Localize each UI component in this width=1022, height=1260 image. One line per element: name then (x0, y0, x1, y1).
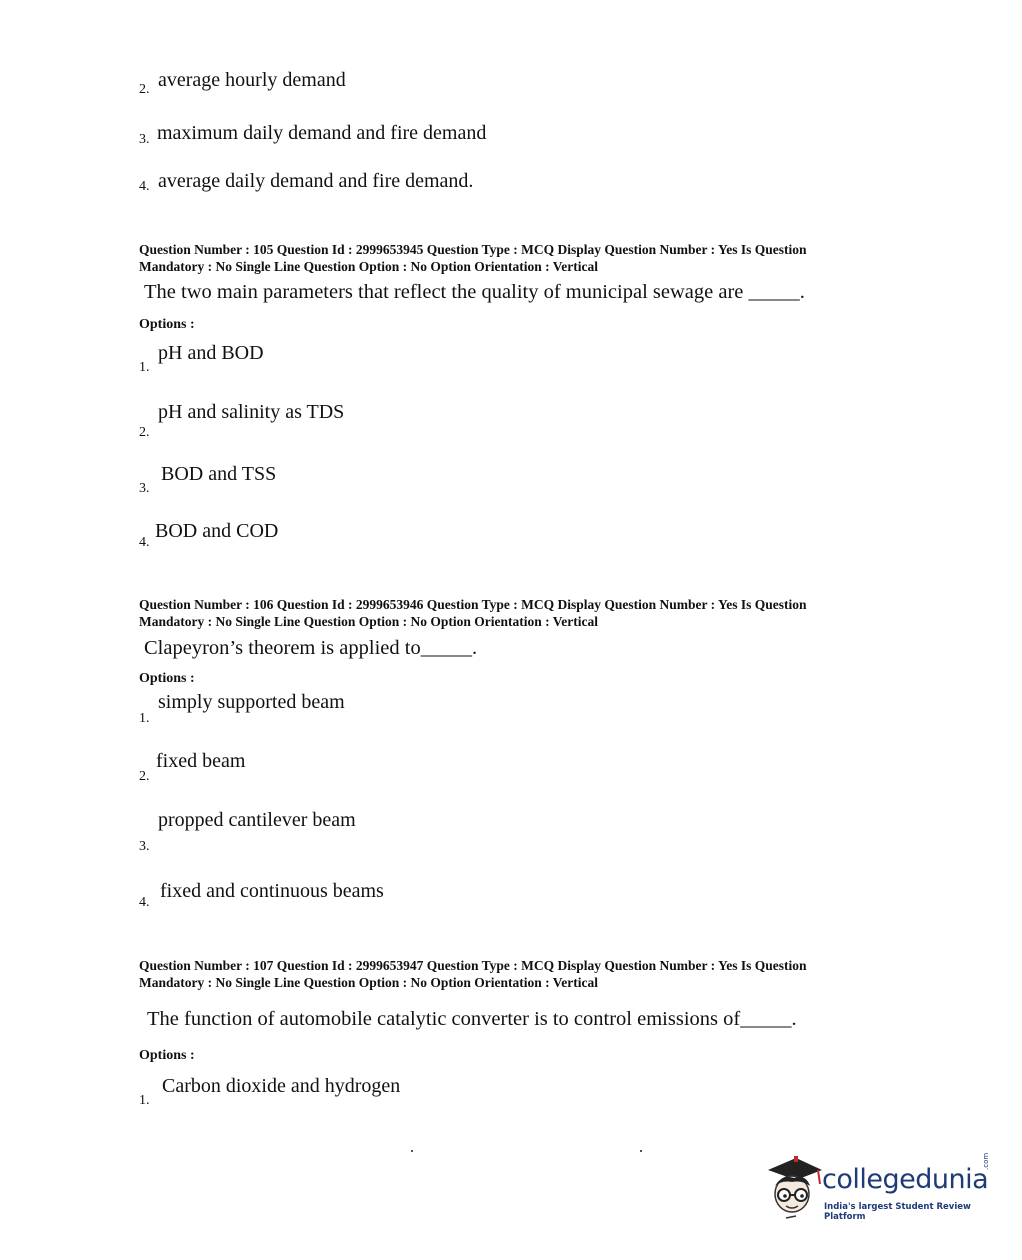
question-text: The function of automobile catalytic converter is to control emissions of_____. (147, 1008, 797, 1030)
logo-wordmark: collegedunia (822, 1164, 989, 1195)
option-number: 1. (139, 1093, 150, 1108)
question-meta-line: Question Number : 105 Question Id : 2999653945 Question Type : MCQ Display Question Number : Yes Is Question (139, 242, 807, 257)
option-number: 4. (139, 179, 150, 194)
question-meta-line: Mandatory : No Single Line Question Option : No Option Orientation : Vertical (139, 975, 599, 990)
question-meta-line: Mandatory : No Single Line Question Option : No Option Orientation : Vertical (139, 614, 599, 629)
option-number: 1. (139, 711, 150, 726)
option-number: 3. (139, 839, 150, 854)
options-label: Options : (139, 671, 195, 686)
option-number: 3. (139, 481, 150, 496)
question-meta (139, 241, 879, 275)
option-text: fixed and continuous beams (160, 880, 384, 902)
collegedunia-logo (762, 1150, 1002, 1225)
stray-mark (411, 1150, 413, 1152)
question-text: Clapeyron’s theorem is applied to_____. (144, 637, 478, 659)
option-text: maximum daily demand and fire demand (157, 122, 487, 144)
option-number: 3. (139, 132, 150, 147)
logo-tagline: India's largest Student Review Platform (824, 1202, 971, 1222)
option-text: average daily demand and fire demand. (158, 170, 474, 192)
options-label: Options : (139, 1048, 195, 1063)
option-text: BOD and TSS (161, 463, 277, 485)
option-number: 4. (139, 895, 150, 910)
option-number: 2. (139, 425, 150, 440)
option-text: propped cantilever beam (158, 809, 356, 831)
option-text: BOD and COD (155, 520, 279, 542)
option-text: pH and salinity as TDS (158, 401, 345, 423)
option-text: pH and BOD (158, 342, 264, 364)
option-text: average hourly demand (158, 69, 346, 91)
option-text: simply supported beam (158, 691, 345, 713)
option-text: Carbon dioxide and hydrogen (162, 1075, 401, 1097)
option-text: fixed beam (156, 750, 246, 772)
options-label: Options : (139, 317, 195, 332)
logo-suffix: .com (982, 1152, 990, 1170)
mascot-icon (762, 1150, 824, 1225)
question-meta (139, 596, 879, 630)
question-meta-line: Question Number : 106 Question Id : 2999653946 Question Type : MCQ Display Question Number : Yes Is Question (139, 597, 807, 612)
option-number: 2. (139, 82, 150, 97)
stray-mark (640, 1150, 642, 1152)
question-text: The two main parameters that reflect the quality of municipal sewage are _____. (144, 281, 805, 303)
question-meta-line: Mandatory : No Single Line Question Option : No Option Orientation : Vertical (139, 259, 599, 274)
question-meta (139, 957, 879, 991)
option-number: 1. (139, 360, 150, 375)
option-number: 2. (139, 769, 150, 784)
question-meta-line: Question Number : 107 Question Id : 2999653947 Question Type : MCQ Display Question Number : Yes Is Question (139, 958, 807, 973)
option-number: 4. (139, 535, 150, 550)
